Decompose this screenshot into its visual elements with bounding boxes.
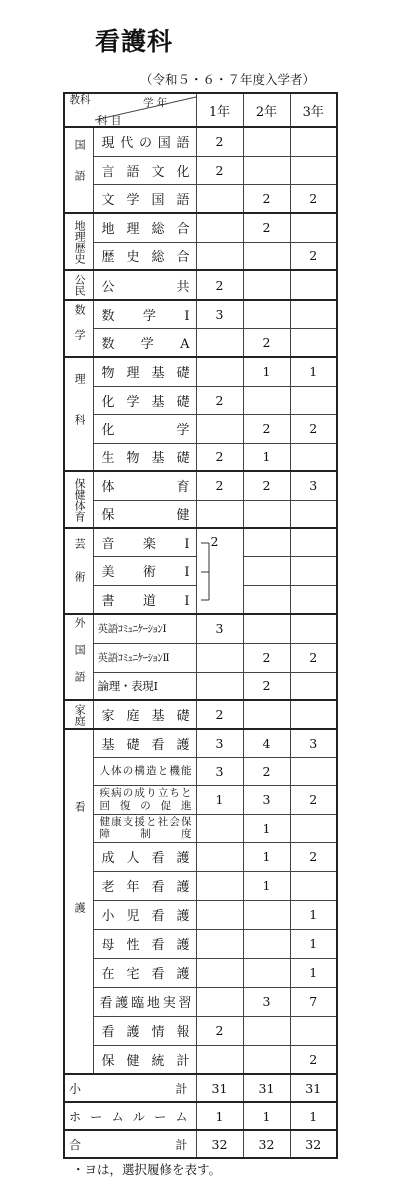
credit-y2: 3: [243, 987, 290, 1016]
credit-y3: 1: [290, 958, 337, 987]
category-katei: 家庭: [64, 700, 93, 729]
grand-total-label: 合計: [64, 1130, 196, 1158]
table-row: [64, 1045, 337, 1074]
category-chirirekishi: 地理歴史: [64, 213, 93, 270]
subject-cell: 言語文化: [93, 156, 196, 184]
table-row: [64, 814, 337, 842]
credit-y3: 3: [290, 471, 337, 500]
credit-y3: 2: [290, 1045, 337, 1074]
subject-cell: 看護臨地実習: [93, 987, 196, 1016]
subject-cell: 健康支援と社会保障制度: [93, 814, 196, 842]
subject-cell: 公共: [93, 270, 196, 300]
credit-y1: 1: [196, 785, 243, 814]
table-row: [64, 156, 337, 184]
credit-y3: 2: [290, 785, 337, 814]
subject-cell: 看護情報: [93, 1016, 196, 1045]
credit-y3: [290, 585, 337, 614]
credit-y3: [290, 127, 337, 156]
table-row: [64, 842, 337, 871]
credit-y1: [196, 357, 243, 386]
table-row: [64, 127, 337, 156]
credit-y3: [290, 614, 337, 643]
category-kokugo: 国語: [64, 127, 93, 213]
credit-y3: [290, 757, 337, 785]
table-row: [64, 871, 337, 900]
subject-cell: 化学基礎: [93, 386, 196, 414]
subject-cell: 生物基礎: [93, 443, 196, 471]
elective-bracket: [197, 529, 244, 615]
credit-y3: [290, 672, 337, 700]
credit-y1: [196, 643, 243, 672]
category-geijutsu: 芸術: [64, 528, 93, 614]
credit-y2: [243, 300, 290, 328]
subject-cell: 書道Ⅰ: [93, 585, 196, 614]
credit-y1: 2: [196, 700, 243, 729]
credit-y2: [243, 528, 290, 556]
credit-y2: 2: [243, 328, 290, 357]
credit-y1: [196, 900, 243, 929]
credit-y2: [243, 900, 290, 929]
category-rika: 理科: [64, 357, 93, 471]
credit-y3: 3: [290, 729, 337, 757]
subject-cell: 成人看護: [93, 842, 196, 871]
grand-total-y3: 32: [290, 1130, 337, 1158]
credit-y3: 7: [290, 987, 337, 1016]
credit-y3: 2: [290, 842, 337, 871]
credit-y2: [243, 556, 290, 585]
credit-y2: [243, 958, 290, 987]
kyouka-label: 教科: [69, 94, 91, 106]
subject-cell: 化学: [93, 414, 196, 443]
table-row: [64, 184, 337, 213]
credit-y3: 2: [290, 184, 337, 213]
table-row: [64, 900, 337, 929]
credit-y2: [243, 386, 290, 414]
credit-y1: [196, 958, 243, 987]
table-row: [64, 929, 337, 958]
footnote: ・ヨは，選択履修を表す。: [72, 1162, 222, 1177]
total-y2: 31: [243, 1074, 290, 1102]
credit-y3: [290, 270, 337, 300]
table-row: [64, 357, 337, 386]
subject-cell: 保健: [93, 500, 196, 528]
credit-y1: [196, 500, 243, 528]
category-hoken: 保健体育: [64, 471, 93, 528]
credit-y2: [243, 270, 290, 300]
table-row: [64, 672, 337, 700]
subject-cell: 英語ｺﾐｭﾆｹｰｼｮﾝⅡ: [93, 643, 196, 672]
credit-y3: 2: [290, 643, 337, 672]
credit-y1: 3: [196, 300, 243, 328]
credit-y3: [290, 156, 337, 184]
credit-y3: 2: [290, 414, 337, 443]
credit-y1: 2: [196, 156, 243, 184]
credit-y1: [196, 242, 243, 270]
credit-y2: [243, 127, 290, 156]
subject-cell: 音楽Ⅰ: [93, 528, 196, 556]
table-row: [64, 213, 337, 242]
credit-y2: [243, 585, 290, 614]
credit-y1: 2: [196, 270, 243, 300]
credit-y3: 1: [290, 357, 337, 386]
credit-y1: 2: [196, 443, 243, 471]
credit-y1: 3: [196, 614, 243, 643]
table-row: [64, 987, 337, 1016]
table-row: [64, 328, 337, 357]
curriculum-table: [63, 92, 338, 1159]
subject-cell: 小児看護: [93, 900, 196, 929]
subject-cell: 英語ｺﾐｭﾆｹｰｼｮﾝⅠ: [93, 614, 196, 643]
subject-cell: 物理基礎: [93, 357, 196, 386]
credit-y2: 1: [243, 814, 290, 842]
credit-y2: 3: [243, 785, 290, 814]
category-gaikokugo: 外国語: [64, 614, 93, 700]
credit-y2: [243, 1016, 290, 1045]
subject-cell: 人体の構造と機能: [93, 757, 196, 785]
credit-y3: [290, 528, 337, 556]
credit-y1: [196, 328, 243, 357]
category-kango: 看護: [64, 729, 93, 1074]
credit-y3: [290, 556, 337, 585]
subject-cell: 在宅看護: [93, 958, 196, 987]
subject-cell: 家庭基礎: [93, 700, 196, 729]
credit-y1: [196, 184, 243, 213]
homeroom-y1: 1: [196, 1102, 243, 1130]
page-title: 看護科: [95, 27, 174, 56]
credit-y2: [243, 700, 290, 729]
credit-y1: 2: [196, 1016, 243, 1045]
credit-y1: [196, 672, 243, 700]
credit-y1: [196, 871, 243, 900]
grand-total-y2: 32: [243, 1130, 290, 1158]
header-diagonal-cell: [64, 93, 196, 127]
subtotal-row: [64, 1074, 337, 1102]
subject-cell: 文学国語: [93, 184, 196, 213]
year2-header: 2年: [243, 93, 290, 127]
credit-y2: 2: [243, 672, 290, 700]
credit-y2: [243, 156, 290, 184]
table-row: [64, 785, 337, 814]
subject-cell: 基礎看護: [93, 729, 196, 757]
credit-y1: [196, 842, 243, 871]
table-row: [64, 300, 337, 328]
credit-y1: 3: [196, 729, 243, 757]
credit-y3: [290, 871, 337, 900]
subtotal-label: 小計: [64, 1074, 196, 1102]
credit-y1: 2: [196, 386, 243, 414]
subject-cell: 美術Ⅰ: [93, 556, 196, 585]
homeroom-y2: 1: [243, 1102, 290, 1130]
homeroom-y3: 1: [290, 1102, 337, 1130]
subject-cell: 保健統計: [93, 1045, 196, 1074]
subject-cell: 歴史総合: [93, 242, 196, 270]
credit-y2: 2: [243, 213, 290, 242]
credit-y2: 2: [243, 643, 290, 672]
credit-y3: [290, 443, 337, 471]
category-suugaku: 数学: [64, 300, 93, 357]
table-row: [64, 614, 337, 643]
credit-y1: 2: [196, 127, 243, 156]
grand-total-row: [64, 1130, 337, 1158]
table-row: [64, 500, 337, 528]
grand-total-y1: 32: [196, 1130, 243, 1158]
subject-cell: 疾病の成り立ちと回復の促進: [93, 785, 196, 814]
credit-y1: 2: [210, 534, 219, 549]
category-koumin: 公民: [64, 270, 93, 300]
credit-y2: [243, 1045, 290, 1074]
gakunen-label: 学 年: [143, 97, 168, 109]
year1-header: 1年: [196, 93, 243, 127]
subject-cell: 現代の国語: [93, 127, 196, 156]
elective-credit-cell: [196, 528, 243, 614]
table-row: [64, 729, 337, 757]
credit-y3: [290, 700, 337, 729]
credit-y2: 4: [243, 729, 290, 757]
credit-y3: 1: [290, 929, 337, 958]
credit-y3: [290, 1016, 337, 1045]
subject-cell: 老年看護: [93, 871, 196, 900]
homeroom-row: [64, 1102, 337, 1130]
credit-y3: 1: [290, 900, 337, 929]
credit-y2: 1: [243, 443, 290, 471]
credit-y2: 1: [243, 871, 290, 900]
credit-y1: [196, 814, 243, 842]
credit-y3: 2: [290, 242, 337, 270]
subject-cell: 体育: [93, 471, 196, 500]
header-row: [64, 93, 337, 127]
credit-y2: [243, 500, 290, 528]
credit-y2: 1: [243, 357, 290, 386]
subject-cell: 母性看護: [93, 929, 196, 958]
table-row: [64, 757, 337, 785]
credit-y3: [290, 386, 337, 414]
credit-y1: [196, 987, 243, 1016]
subject-cell: 数学Ⅰ: [93, 300, 196, 328]
table-row: [64, 958, 337, 987]
subject-cell: 数学A: [93, 328, 196, 357]
credit-y3: [290, 500, 337, 528]
credit-y2: 2: [243, 757, 290, 785]
credit-y2: 1: [243, 842, 290, 871]
table-row: [64, 443, 337, 471]
credit-y1: [196, 1045, 243, 1074]
subject-cell: 地理総合: [93, 213, 196, 242]
credit-y2: 2: [243, 414, 290, 443]
enrollment-years: （令和５・６・７年度入学者）: [140, 72, 316, 87]
table-row: [64, 471, 337, 500]
credit-y1: [196, 213, 243, 242]
table-row: [64, 270, 337, 300]
credit-y1: [196, 929, 243, 958]
credit-y1: [196, 414, 243, 443]
table-row: [64, 643, 337, 672]
credit-y3: [290, 814, 337, 842]
year3-header: 3年: [290, 93, 337, 127]
kamoku-label: 科 目: [97, 115, 122, 127]
credit-y2: [243, 929, 290, 958]
table-row: [64, 242, 337, 270]
credit-y1: 2: [196, 471, 243, 500]
credit-y2: [243, 614, 290, 643]
credit-y2: 2: [243, 471, 290, 500]
credit-y3: [290, 213, 337, 242]
subject-cell: 論理・表現Ⅰ: [93, 672, 196, 700]
table-row: [64, 386, 337, 414]
total-y1: 31: [196, 1074, 243, 1102]
table-row: [64, 700, 337, 729]
table-row: [64, 528, 337, 556]
credit-y3: [290, 328, 337, 357]
homeroom-label: ホームルーム: [64, 1102, 196, 1130]
credit-y3: [290, 300, 337, 328]
credit-y1: 3: [196, 757, 243, 785]
table-row: [64, 414, 337, 443]
credit-y2: 2: [243, 184, 290, 213]
credit-y2: [243, 242, 290, 270]
table-row: [64, 1016, 337, 1045]
total-y3: 31: [290, 1074, 337, 1102]
